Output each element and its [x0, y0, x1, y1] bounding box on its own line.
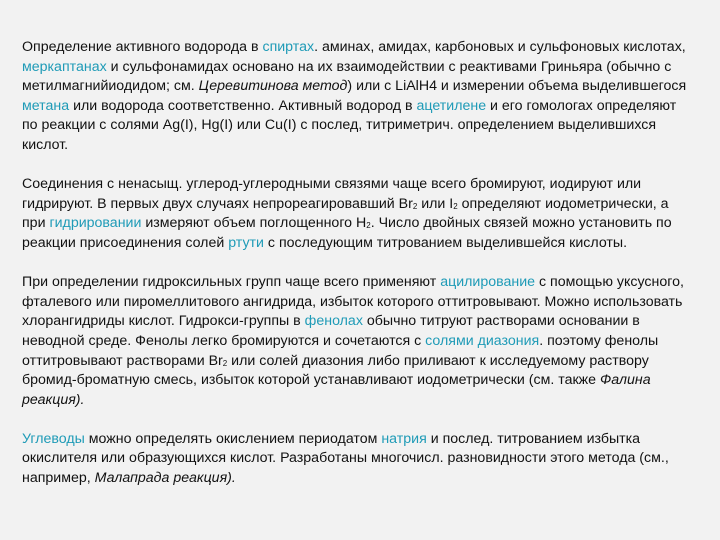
- text-run: измеряют объем поглощенного H: [141, 215, 367, 232]
- subscript: 2: [453, 201, 458, 211]
- term-link[interactable]: натрия: [381, 430, 427, 447]
- subscript: 2: [412, 201, 418, 211]
- text-run: определяют иодометрически, а при: [22, 195, 669, 232]
- subscript: 2: [366, 221, 371, 231]
- text-run: ) или с LiAlH4 и измерении объема выделившегося: [347, 78, 687, 95]
- text-run: с помощью уксусного, фталевого или пиромеллитового ангидрида, избыток которого оттитровывают. Можно использовать хлорангидриды кислот. Гидрокси-группы в: [22, 274, 684, 330]
- paragraph-active-hydrogen: [22, 38, 692, 156]
- text-run: и послед. титрованием избытка окислителя или образующихся кислот. Разработаны многочисл. разновидности этого метода (см., например,: [22, 430, 669, 487]
- term-link[interactable]: солями диазония: [425, 332, 540, 349]
- text-run: или I: [417, 195, 454, 212]
- text-run: можно определять окислением периодатом: [84, 430, 382, 447]
- text-run: При определении гидроксильных групп чаще всего применяют: [22, 274, 441, 291]
- text-run: или солей диазония либо приливают к исследуемому раствору бромид-броматную смесь, избыток которой устанавливают иодометрически (см. также: [22, 352, 649, 389]
- text-run: с последующим титрованием выделившейся кислоты.: [263, 234, 628, 251]
- cross-reference: Фалина реакция).: [22, 372, 651, 408]
- term-link[interactable]: ацетилене: [416, 97, 487, 114]
- term-link[interactable]: меркаптанах: [22, 58, 107, 75]
- text-run: . аминах, амидах, карбоновых и сульфоновых кислотах,: [314, 39, 686, 55]
- paragraph-hydroxyl-groups: [22, 273, 692, 410]
- term-link[interactable]: ртути: [228, 234, 264, 251]
- text-run: Определение активного водорода в: [22, 39, 263, 55]
- term-link[interactable]: ацилирование: [440, 274, 536, 291]
- paragraph-unsaturated-compounds: [22, 175, 692, 253]
- cross-reference: Церевитинова метод: [198, 78, 348, 95]
- term-link[interactable]: Углеводы: [22, 430, 85, 447]
- text-run: и его гомологах определяют по реакции с солями Ag(I), Hg(I) или Cu(I) с послед, титриметрич. определением выделившихся кислот.: [22, 97, 677, 153]
- text-run: обычно титруют растворами основании в неводной среде. Фенолы легко бромируются и сочетаются с: [22, 313, 640, 349]
- text-run: . поэтому фенолы оттитровывают растворами Br: [22, 332, 659, 369]
- text-run: и сульфонамидах основано на их взаимодействии с реактивами Гриньяра (обычно с метилмагнийиодидом; см.: [22, 58, 672, 95]
- text-run: или водорода соответственно. Активный водород в: [69, 97, 417, 114]
- term-link[interactable]: метана: [22, 97, 70, 114]
- paragraph-carbohydrates: [22, 430, 692, 489]
- subscript: 2: [222, 358, 228, 368]
- term-link[interactable]: фенолах: [304, 313, 363, 330]
- term-link[interactable]: гидрировании: [49, 215, 142, 232]
- term-link[interactable]: спиртах: [262, 39, 315, 55]
- text-run: . Число двойных связей можно установить по реакции присоединения солей: [22, 215, 672, 251]
- cross-reference: Малапрада реакция).: [94, 470, 236, 487]
- text-run: Соединения с ненасыщ. углерод-углеродными связями чаще всего бромируют, иодируют или гидрируют. В первых двух случаях непрореагировавший Br: [22, 176, 642, 212]
